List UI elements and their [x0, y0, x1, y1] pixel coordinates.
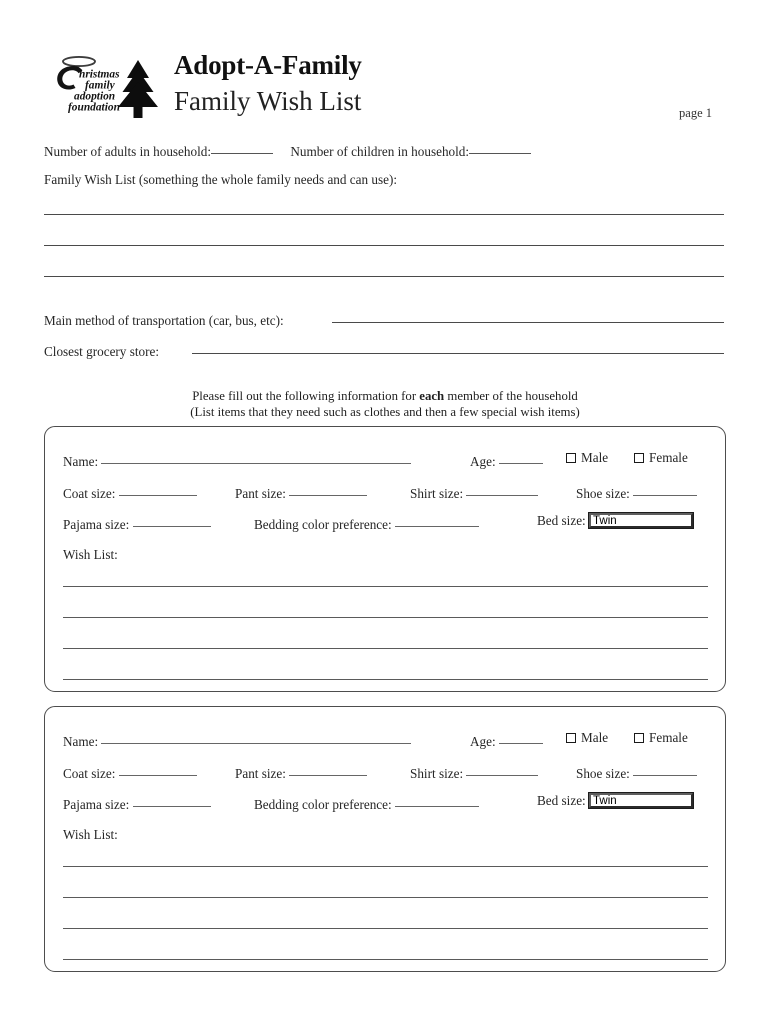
member-1-female-checkbox-group[interactable]: [634, 451, 688, 464]
family-wish-list-label: Family Wish List (something the whole family needs and can use):: [44, 172, 398, 187]
shoe-size-label: Shoe size:: [576, 486, 630, 501]
member-2-shoe-size-input[interactable]: [633, 764, 697, 776]
member-2-name-input[interactable]: [101, 732, 411, 744]
christmas-family-adoption-foundation-logo: [52, 54, 164, 122]
member-1-shirt-size-input[interactable]: [466, 484, 538, 496]
bed-size-label: Bed size:: [537, 793, 586, 808]
instructions-line-1: [0, 388, 770, 404]
instructions: [0, 388, 770, 421]
female-checkbox[interactable]: [634, 453, 644, 463]
member-2-wish-list-label: Wish List:: [63, 827, 118, 842]
pajama-size-label: Pajama size:: [63, 517, 130, 532]
pant-size-label: Pant size:: [235, 486, 286, 501]
page-number: page 1: [679, 106, 712, 120]
bed-size-label: Bed size:: [537, 513, 586, 528]
member-2-wish-line-1[interactable]: [63, 866, 708, 867]
male-checkbox[interactable]: [566, 733, 576, 743]
page-subtitle: Family Wish List: [174, 85, 362, 116]
shirt-size-label: Shirt size:: [410, 766, 464, 781]
member-1-coat-size-input[interactable]: [119, 484, 197, 496]
male-checkbox[interactable]: [566, 453, 576, 463]
children-input[interactable]: [469, 142, 531, 154]
svg-text:hristmas: hristmas: [79, 68, 120, 81]
member-2-bedding-color-input[interactable]: [395, 795, 479, 807]
document-header: [44, 46, 726, 130]
member-1-bedding-color-group: [254, 515, 479, 531]
transportation-input[interactable]: [332, 322, 724, 323]
female-label: Female: [649, 730, 688, 745]
male-label: Male: [581, 450, 609, 465]
coat-size-label: Coat size:: [63, 766, 116, 781]
member-1-pajama-size-group: [63, 515, 211, 531]
member-1-bedding-color-input[interactable]: [395, 515, 479, 527]
member-2-age-group: [470, 732, 543, 748]
member-2-pant-size-input[interactable]: [289, 764, 367, 776]
bedding-color-label: Bedding color preference:: [254, 517, 392, 532]
coat-size-label: Coat size:: [63, 486, 116, 501]
instructions-line-1-after: member of the household: [444, 389, 578, 403]
member-2-coat-size-input[interactable]: [119, 764, 197, 776]
member-1-pant-size-group: [235, 484, 367, 500]
children-label: Number of children in household:: [290, 144, 470, 159]
household-counts-row: [44, 142, 531, 158]
age-label: Age:: [470, 734, 496, 749]
svg-text:adoption: adoption: [74, 90, 116, 103]
grocery-label: Closest grocery store:: [44, 344, 159, 359]
member-2-pajama-size-group: [63, 795, 211, 811]
grocery-input[interactable]: [192, 353, 724, 354]
shirt-size-label: Shirt size:: [410, 486, 464, 501]
female-label: Female: [649, 450, 688, 465]
svg-text:family: family: [85, 79, 115, 92]
member-1-bed-size-field[interactable]: [589, 513, 693, 528]
family-wish-line-2[interactable]: [44, 245, 724, 246]
member-1-pant-size-input[interactable]: [289, 484, 367, 496]
female-checkbox[interactable]: [634, 733, 644, 743]
member-1-wish-list-label: Wish List:: [63, 547, 118, 562]
member-1-age-input[interactable]: [499, 452, 543, 464]
member-2-shirt-size-input[interactable]: [466, 764, 538, 776]
member-2-wish-line-2[interactable]: [63, 897, 708, 898]
svg-text:foundation: foundation: [68, 101, 120, 114]
family-wish-line-1[interactable]: [44, 214, 724, 215]
name-label: Name:: [63, 454, 99, 469]
name-label: Name:: [63, 734, 99, 749]
bedding-color-label: Bedding color preference:: [254, 797, 392, 812]
member-1-shoe-size-input[interactable]: [633, 484, 697, 496]
member-1-wish-line-2[interactable]: [63, 617, 708, 618]
member-2-male-checkbox-group[interactable]: [566, 731, 608, 744]
adults-input[interactable]: [211, 142, 273, 154]
member-1-name-input[interactable]: [101, 452, 411, 464]
member-2-name-row: [63, 732, 411, 748]
instructions-line-2: (List items that they need such as clothes and then a few special wish items): [190, 405, 580, 420]
member-1-age-group: [470, 452, 543, 468]
member-1-male-checkbox-group[interactable]: [566, 451, 608, 464]
instructions-emphasis: each: [419, 389, 445, 403]
male-label: Male: [581, 730, 609, 745]
title-block: [174, 48, 362, 119]
member-1-name-row: [63, 452, 411, 468]
adults-label: Number of adults in household:: [44, 144, 212, 159]
member-2-pant-size-group: [235, 764, 367, 780]
member-2-wish-line-3[interactable]: [63, 928, 708, 929]
member-2-bed-size-value: Twin: [593, 795, 617, 807]
member-1-shirt-size-group: [410, 484, 538, 500]
member-2-bed-size-group: [537, 793, 693, 808]
member-2-wish-line-4[interactable]: [63, 959, 708, 960]
member-2-shoe-size-group: [576, 764, 697, 780]
member-2-bedding-color-group: [254, 795, 479, 811]
member-1-bed-size-group: [537, 513, 693, 528]
transportation-label: Main method of transportation (car, bus, etc):: [44, 313, 284, 328]
member-2-pajama-size-input[interactable]: [133, 795, 211, 807]
member-2-age-input[interactable]: [499, 732, 543, 744]
member-card-2: [44, 706, 726, 972]
member-2-coat-size-group: [63, 764, 197, 780]
member-card-1: [44, 426, 726, 692]
page-title: Adopt-A-Family: [174, 50, 362, 80]
member-1-wish-line-1[interactable]: [63, 586, 708, 587]
member-2-shirt-size-group: [410, 764, 538, 780]
member-1-wish-line-3[interactable]: [63, 648, 708, 649]
instructions-line-1-before: Please fill out the following information for: [192, 389, 420, 403]
member-2-female-checkbox-group[interactable]: [634, 731, 688, 744]
pant-size-label: Pant size:: [235, 766, 286, 781]
member-1-coat-size-group: [63, 484, 197, 500]
member-1-shoe-size-group: [576, 484, 697, 500]
pajama-size-label: Pajama size:: [63, 797, 130, 812]
shoe-size-label: Shoe size:: [576, 766, 630, 781]
age-label: Age:: [470, 454, 496, 469]
member-1-pajama-size-input[interactable]: [133, 515, 211, 527]
member-1-wish-line-4[interactable]: [63, 679, 708, 680]
member-2-bed-size-field[interactable]: [589, 793, 693, 808]
family-wish-line-3[interactable]: [44, 276, 724, 277]
member-1-bed-size-value: Twin: [593, 515, 617, 527]
